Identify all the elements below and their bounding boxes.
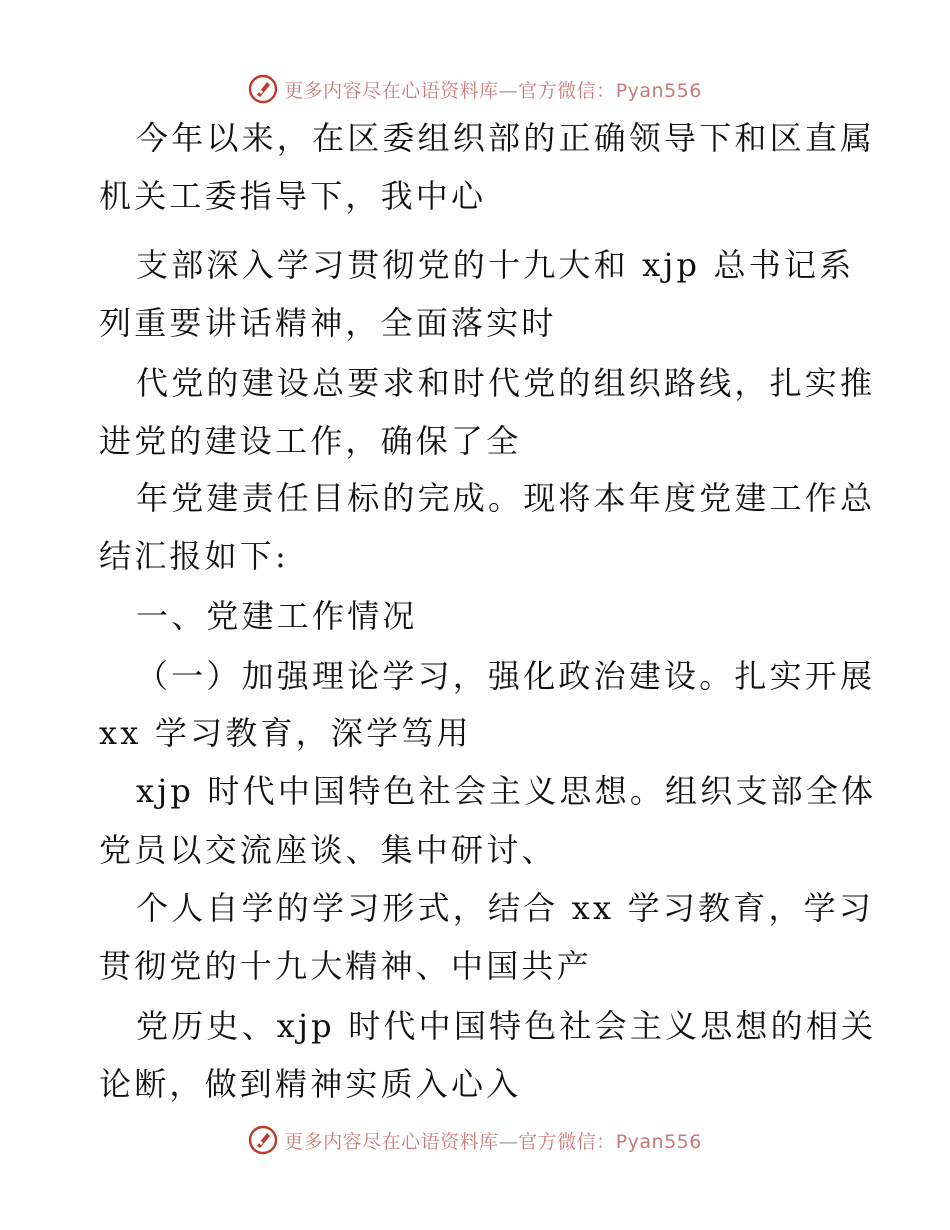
text-line: 贯彻党的十九大精神、中国共产: [99, 947, 592, 985]
text-line: 进党的建设工作，确保了全: [99, 422, 522, 460]
watermark-header: [0, 72, 950, 106]
text-line: 支部深入学习贯彻党的十九大和 xjp 总书记系: [136, 246, 855, 284]
pen-nib-logo-icon: [248, 74, 278, 104]
watermark-wechat-id: Pyan556: [615, 1130, 702, 1153]
watermark-wechat-id: Pyan556: [615, 79, 702, 102]
watermark-wechat-label: 官方微信：: [518, 79, 616, 102]
watermark-separator: —: [498, 1130, 519, 1153]
text-line: 论断，做到精神实质入心入: [99, 1065, 522, 1103]
watermark-text: [284, 1127, 702, 1154]
text-line: 年党建责任目标的完成。现将本年度党建工作总: [136, 479, 876, 517]
watermark-brand: 更多内容尽在心语资料库: [284, 79, 499, 102]
text-line: 党员以交流座谈、集中研讨、: [99, 831, 557, 869]
text-line: 个人自学的学习形式，结合 xx 学习教育，学习: [136, 889, 875, 927]
pen-nib-logo-icon: [248, 1125, 278, 1155]
watermark-brand: 更多内容尽在心语资料库: [284, 1130, 499, 1153]
text-line: 代党的建设总要求和时代党的组织路线，扎实推: [136, 364, 876, 402]
text-line: 列重要讲话精神，全面落实时: [99, 304, 557, 342]
text-line: （一）加强理论学习，强化政治建设。扎实开展: [136, 657, 876, 695]
watermark-separator: —: [498, 79, 519, 102]
text-line: 今年以来，在区委组织部的正确领导下和区直属: [136, 119, 876, 157]
text-line: xjp 时代中国特色社会主义思想。组织支部全体: [136, 772, 877, 810]
watermark-wechat-label: 官方微信：: [518, 1130, 616, 1153]
text-line: 党历史、xjp 时代中国特色社会主义思想的相关: [136, 1007, 877, 1045]
watermark-text: [284, 76, 702, 103]
section-heading: 一、党建工作情况: [136, 597, 418, 635]
text-line: 结汇报如下:: [99, 537, 289, 575]
text-line: xx 学习教育，深学笃用: [99, 714, 472, 752]
watermark-footer: [0, 1123, 950, 1157]
text-line: 机关工委指导下，我中心: [99, 177, 487, 215]
